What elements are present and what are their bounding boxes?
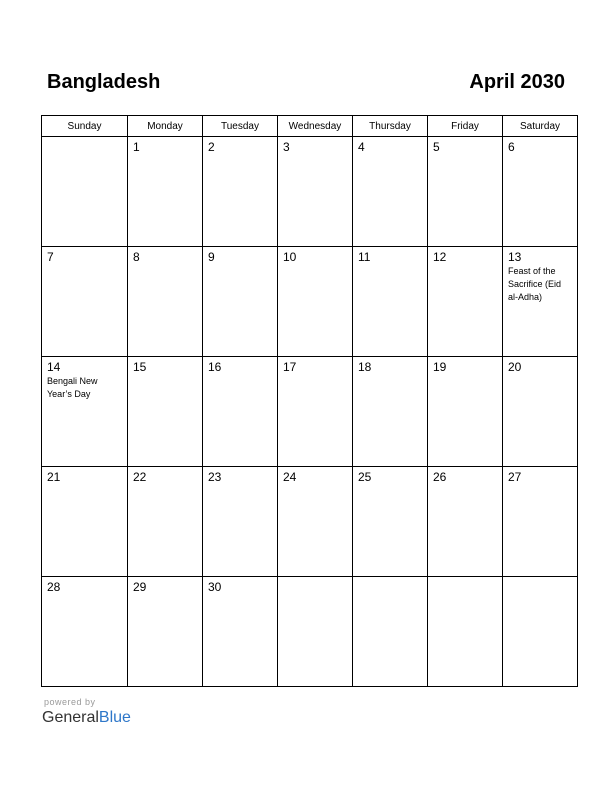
day-number: 10: [283, 250, 297, 264]
day-cell[interactable]: [428, 467, 503, 577]
day-cell[interactable]: [353, 467, 428, 577]
day-cell[interactable]: [353, 137, 428, 247]
holiday-event: Bengali New Year’s Day: [47, 376, 98, 399]
day-number: 3: [283, 140, 290, 154]
calendar-grid: [41, 115, 578, 687]
week-row: [42, 357, 578, 467]
empty-day-cell: [503, 577, 578, 687]
country-title: Bangladesh: [47, 71, 161, 93]
day-number: 14: [47, 360, 61, 374]
day-cell[interactable]: [203, 577, 278, 687]
day-number: 9: [208, 250, 215, 264]
week-row: [42, 247, 578, 357]
day-cell[interactable]: [203, 247, 278, 357]
day-number: 21: [47, 470, 61, 484]
day-number: 8: [133, 250, 140, 264]
brand-blue: Blue: [98, 709, 131, 726]
day-number: 16: [208, 360, 222, 374]
day-cell[interactable]: [503, 247, 578, 357]
weekday-monday: Monday: [128, 116, 203, 137]
week-row: [42, 137, 578, 247]
brand-general: General: [42, 709, 99, 726]
weekday-friday: Friday: [428, 116, 503, 137]
day-cell[interactable]: [503, 357, 578, 467]
day-cell[interactable]: [503, 467, 578, 577]
day-cell[interactable]: [278, 357, 353, 467]
day-number: 1: [133, 140, 140, 154]
day-cell[interactable]: [503, 137, 578, 247]
day-number: 30: [208, 580, 222, 594]
day-cell[interactable]: [128, 137, 203, 247]
day-number: 4: [358, 140, 365, 154]
day-number: 28: [47, 580, 61, 594]
day-cell[interactable]: [203, 357, 278, 467]
day-cell[interactable]: [428, 357, 503, 467]
month-year-title: April 2030: [469, 71, 565, 93]
day-number: 13: [508, 250, 522, 264]
day-number: 26: [433, 470, 447, 484]
day-number: 27: [508, 470, 522, 484]
weekday-thursday: Thursday: [353, 116, 428, 137]
day-cell[interactable]: [203, 137, 278, 247]
day-cell[interactable]: [128, 467, 203, 577]
powered-by-text: powered by: [44, 697, 96, 707]
day-number: 25: [358, 470, 372, 484]
day-cell[interactable]: [42, 577, 128, 687]
day-cell[interactable]: [203, 467, 278, 577]
weekday-header-row: [42, 116, 578, 137]
day-cell[interactable]: [42, 357, 128, 467]
generalblue-logo[interactable]: [42, 709, 131, 727]
day-cell[interactable]: [278, 467, 353, 577]
empty-day-cell: [42, 137, 128, 247]
day-cell[interactable]: [278, 247, 353, 357]
day-number: 20: [508, 360, 522, 374]
day-number: 23: [208, 470, 222, 484]
day-number: 19: [433, 360, 447, 374]
day-cell[interactable]: [278, 137, 353, 247]
day-number: 6: [508, 140, 515, 154]
day-cell[interactable]: [128, 247, 203, 357]
day-number: 11: [358, 250, 371, 264]
day-number: 22: [133, 470, 147, 484]
empty-day-cell: [353, 577, 428, 687]
day-number: 12: [433, 250, 447, 264]
day-number: 7: [47, 250, 54, 264]
day-cell[interactable]: [353, 357, 428, 467]
empty-day-cell: [278, 577, 353, 687]
weekday-tuesday: Tuesday: [203, 116, 278, 137]
day-number: 18: [358, 360, 372, 374]
day-number: 5: [433, 140, 440, 154]
day-cell[interactable]: [42, 247, 128, 357]
day-cell[interactable]: [128, 577, 203, 687]
day-cell[interactable]: [353, 247, 428, 357]
holiday-event: Feast of the Sacrifice (Eid al-Adha): [508, 266, 562, 302]
week-row: [42, 467, 578, 577]
day-number: 24: [283, 470, 297, 484]
day-cell[interactable]: [42, 467, 128, 577]
weekday-wednesday: Wednesday: [278, 116, 353, 137]
day-cell[interactable]: [428, 247, 503, 357]
weekday-sunday: Sunday: [42, 116, 128, 137]
weekday-saturday: Saturday: [503, 116, 578, 137]
week-row: [42, 577, 578, 687]
empty-day-cell: [428, 577, 503, 687]
day-number: 17: [283, 360, 297, 374]
day-number: 29: [133, 580, 147, 594]
day-cell[interactable]: [128, 357, 203, 467]
day-number: 2: [208, 140, 215, 154]
day-number: 15: [133, 360, 147, 374]
day-cell[interactable]: [428, 137, 503, 247]
